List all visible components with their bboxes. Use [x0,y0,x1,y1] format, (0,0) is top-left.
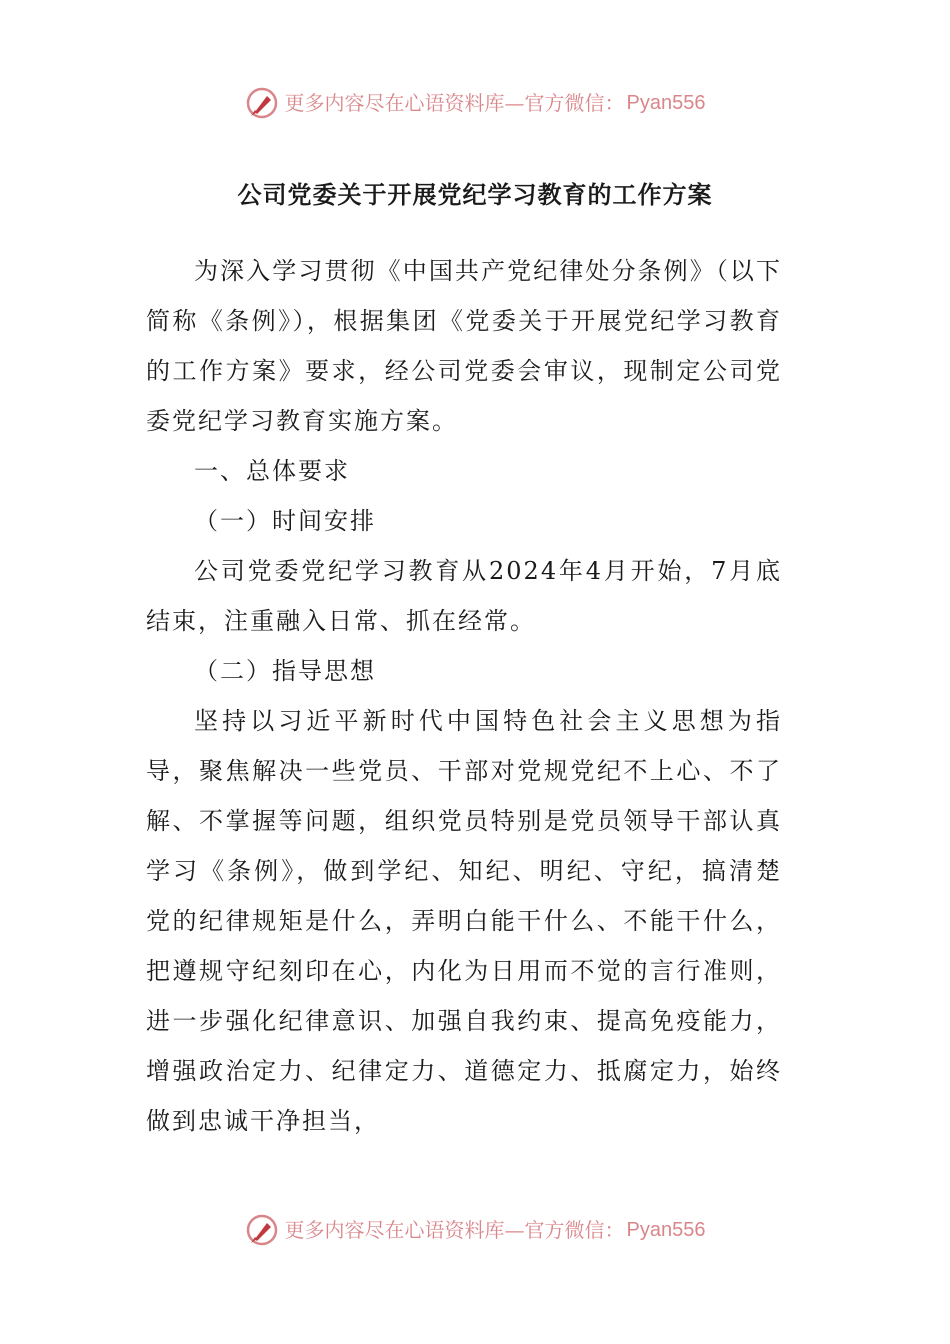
paragraph-intro: 为深入学习贯彻《中国共产党纪律处分条例》（以下简称《条例》），根据集团《党委关于开展党纪学习教育的工作方案》要求，经公司党委会审议，现制定公司党委党纪学习教育实施方案。 [146,257,782,435]
document-title: 公司党委关于开展党纪学习教育的工作方案 [237,181,713,209]
section-heading-1: 一、总体要求 [194,457,350,485]
subsection-heading-1: （一）时间安排 [194,507,376,535]
watermark-text: 更多内容尽在心语资料库—官方微信： [284,91,625,115]
subsection-heading-2: （二）指导思想 [194,657,376,685]
paragraph-schedule: 公司党委党纪学习教育从2024年4月开始，7月底结束，注重融入日常、抓在经常。 [146,557,782,635]
paragraph-guiding-ideology: 坚持以习近平新时代中国特色社会主义思想为指导，聚焦解决一些党员、干部对党规党纪不上心、不了解、不掌握等问题，组织党员特别是党员领导干部认真学习《条例》，做到学纪、知纪、明纪、守纪，搞清楚党的纪律规矩是什么，弄明白能干什么、不能干什么，把遵规守纪刻印在心，内化为日用而不觉的言行准则，进一步强化纪律意识、加强自我约束、提高免疫能力，增强政治定力、纪律定力、道德定力、抵腐定力，始终做到忠诚干净担当， [146,707,782,1135]
pen-nib-icon [245,1213,279,1247]
watermark-text: 更多内容尽在心语资料库—官方微信： [284,1218,625,1242]
watermark-wechat-id: Pyan556 [626,1219,706,1241]
footer-watermark [0,1213,950,1247]
document-body [146,246,782,1146]
header-watermark [0,86,950,120]
pen-nib-icon [245,86,279,120]
watermark-wechat-id: Pyan556 [626,92,706,114]
